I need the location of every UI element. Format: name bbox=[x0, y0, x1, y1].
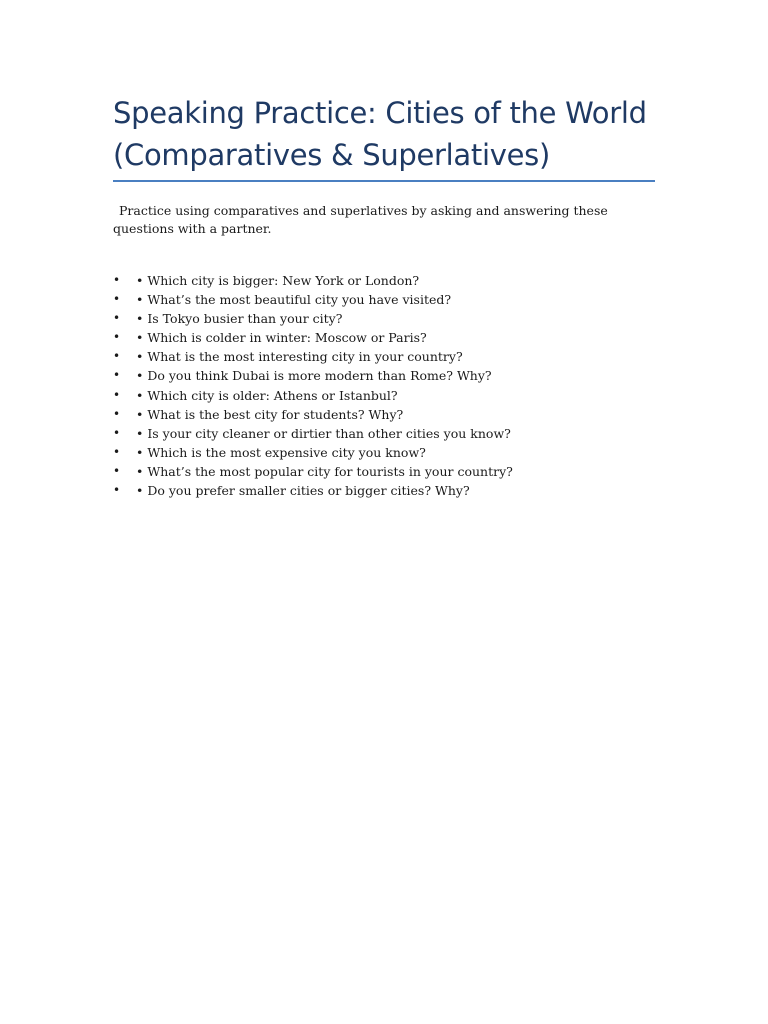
bullet-icon: • bbox=[113, 387, 121, 402]
list-item bbox=[113, 271, 655, 290]
intro-text: Practice using comparatives and superlatives by asking and answering these questions with a partner. bbox=[113, 203, 608, 236]
bullet-icon: • bbox=[113, 292, 121, 307]
list-item bbox=[113, 328, 655, 347]
bullet-icon: • bbox=[113, 483, 121, 498]
question-text: • What’s the most beautiful city you have visited? bbox=[136, 292, 452, 308]
question-text: • What’s the most popular city for tourists in your country? bbox=[136, 463, 513, 479]
list-item bbox=[113, 462, 655, 481]
list-item bbox=[113, 290, 655, 309]
intro-paragraph bbox=[113, 202, 655, 238]
document-page bbox=[113, 92, 655, 500]
question-text: • What is the best city for students? Why? bbox=[136, 406, 404, 422]
list-item bbox=[113, 386, 655, 405]
list-item bbox=[113, 347, 655, 366]
bullet-icon: • bbox=[113, 349, 121, 364]
bullet-icon: • bbox=[113, 425, 121, 440]
page-title bbox=[113, 92, 655, 176]
bullet-icon: • bbox=[113, 368, 121, 383]
bullet-icon: • bbox=[113, 311, 121, 326]
list-item bbox=[113, 424, 655, 443]
title-underline-rule bbox=[113, 180, 655, 182]
question-text: • Is Tokyo busier than your city? bbox=[136, 311, 343, 327]
question-text: • Which is colder in winter: Moscow or Paris? bbox=[136, 330, 427, 346]
bullet-icon: • bbox=[113, 273, 121, 287]
question-text: • Which city is older: Athens or Istanbul? bbox=[136, 387, 398, 403]
list-item bbox=[113, 481, 655, 500]
title-line-1: Speaking Practice: Cities of the World bbox=[113, 96, 647, 130]
question-text: • Which is the most expensive city you know? bbox=[136, 444, 426, 460]
question-text: • Do you prefer smaller cities or bigger cities? Why? bbox=[136, 483, 470, 499]
question-list bbox=[113, 271, 655, 500]
question-text: • What is the most interesting city in your country? bbox=[136, 349, 463, 365]
question-text: • Do you think Dubai is more modern than Rome? Why? bbox=[136, 368, 492, 384]
bullet-icon: • bbox=[113, 463, 121, 478]
question-text: • Which city is bigger: New York or London? bbox=[136, 273, 420, 288]
title-line-2: (Comparatives & Superlatives) bbox=[113, 138, 550, 172]
list-item bbox=[113, 405, 655, 424]
bullet-icon: • bbox=[113, 444, 121, 459]
list-item bbox=[113, 309, 655, 328]
list-item bbox=[113, 443, 655, 462]
question-text: • Is your city cleaner or dirtier than other cities you know? bbox=[136, 425, 511, 441]
bullet-icon: • bbox=[113, 406, 121, 421]
list-item bbox=[113, 366, 655, 385]
bullet-icon: • bbox=[113, 330, 121, 345]
